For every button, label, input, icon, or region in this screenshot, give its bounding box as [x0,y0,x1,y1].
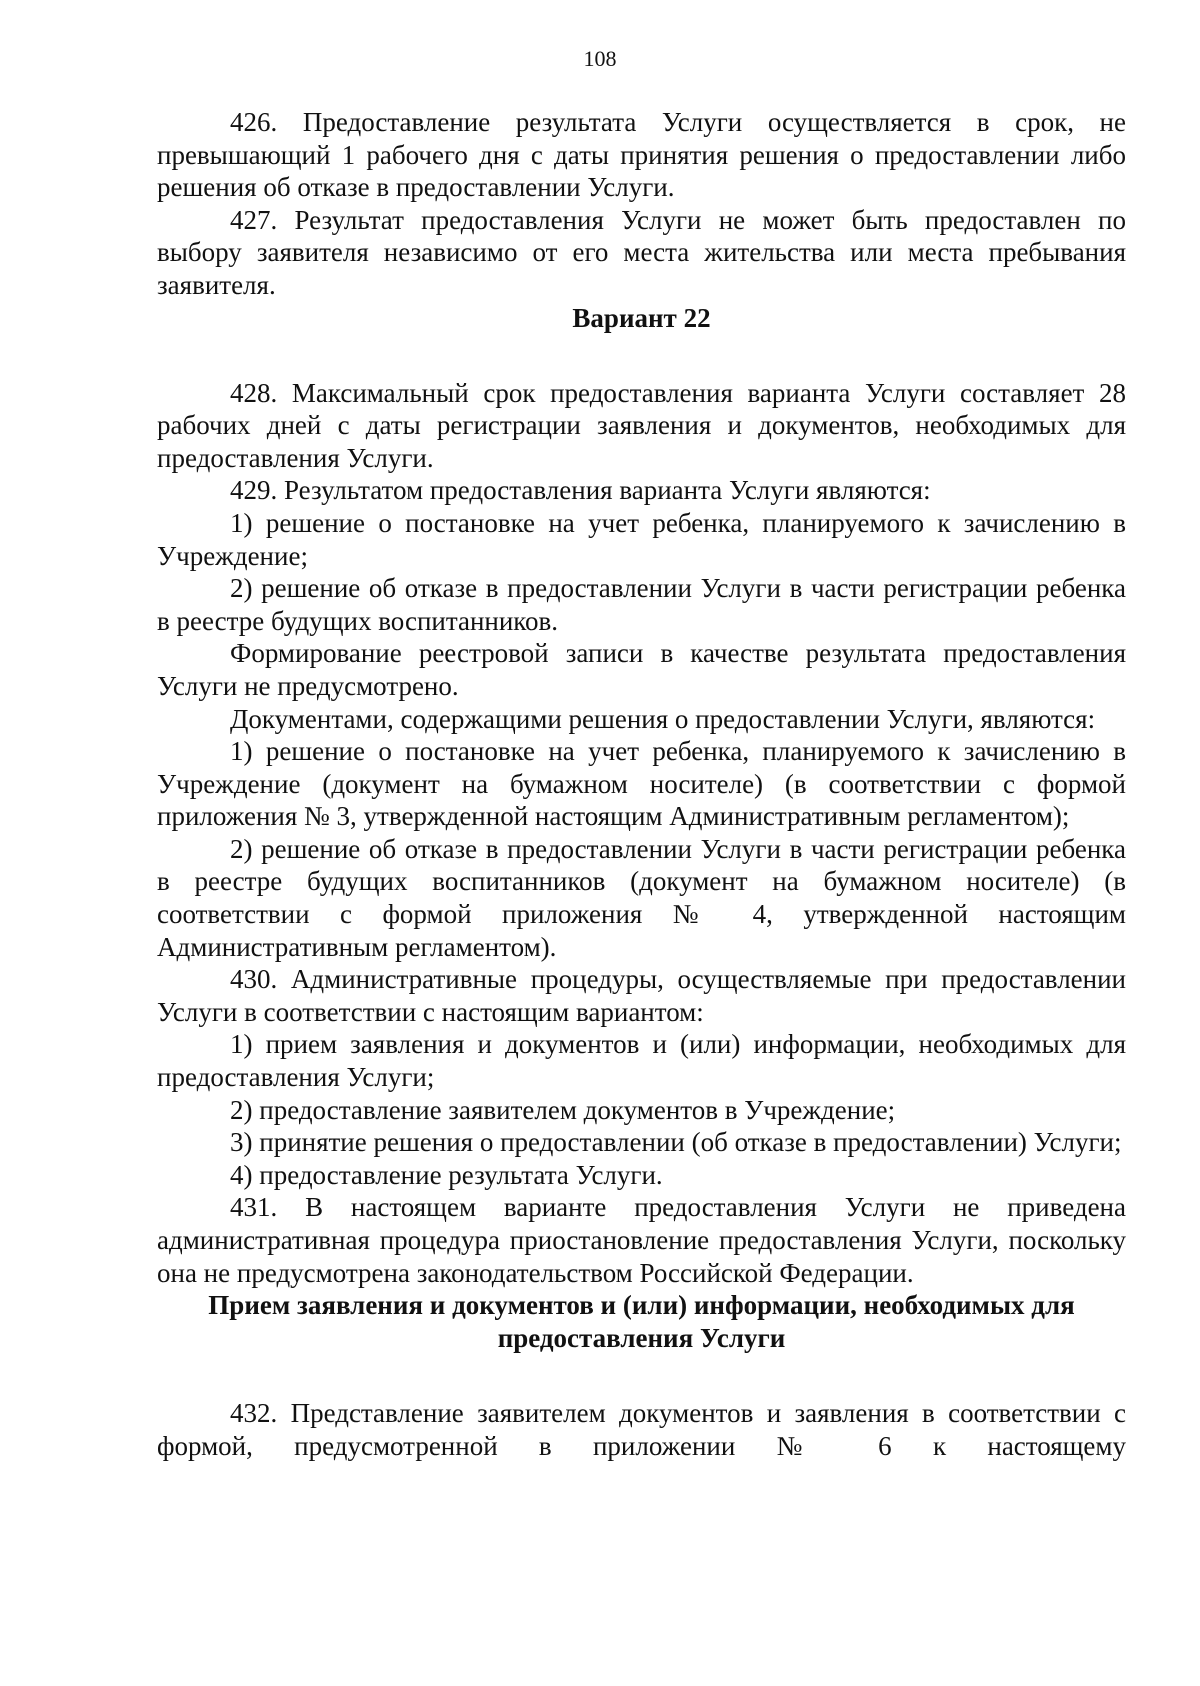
list-item-procedure-2: 2) предоставление заявителем документов в Учреждение; [230,1094,896,1125]
paragraph-429: 429. Результатом предоставления варианта Услуги являются: [230,475,931,506]
section-heading-application-intake [157,1289,1126,1355]
list-item-procedure-1: 1) прием заявления и документов и (или) информации, необходимых для предоставления Услуги; [157,1029,1126,1093]
paragraph-427: 427. Результат предоставления Услуги не может быть предоставлен по выбору заявителя независимо от его места жительства или места пребывания заявителя. [157,204,1126,300]
paragraph-432: 432. Представление заявителем документов и заявления в соответствии с формой, предусмотренной в приложении № 6 к настоящему [157,1398,1126,1461]
heading-line: предоставления Услуги [497,1323,786,1354]
section-heading-variant-22 [157,302,1126,335]
list-item-procedure-4: 4) предоставление результата Услуги. [230,1159,663,1190]
list-item-document-2: 2) решение об отказе в предоставлении Услуги в части регистрации ребенка в реестре будущих воспитанников (документ на бумажном носителе) (в соответствии с формой приложения № 4, утвержденной настоящим Административным регламентом). [157,833,1126,962]
list-item-document-1: 1) решение о постановке на учет ребенка, планируемого к зачислению в Учреждение (документ на бумажном носителе) (в соответствии с формой приложения № 3, утвержденной настоящим Административным регламентом); [157,736,1126,832]
paragraph-decision-documents: Документами, содержащими решения о предоставлении Услуги, являются: [230,703,1096,734]
paragraph-426: 426. Предоставление результата Услуги осуществляется в срок, не превышающий 1 рабочего дня с даты принятия решения о предоставлении либо решения об отказе в предоставлении Услуги. [157,107,1126,203]
document-body [157,106,1126,1462]
paragraph-428: 428. Максимальный срок предоставления варианта Услуги составляет 28 рабочих дней с даты регистрации заявления и документов, необходимых для предоставления Услуги. [157,377,1126,473]
list-item-result-2: 2) решение об отказе в предоставлении Услуги в части регистрации ребенка в реестре будущих воспитанников. [157,573,1126,636]
paragraph-registry-record: Формирование реестровой записи в качестве результата предоставления Услуги не предусмотрено. [157,638,1126,701]
heading-line: Прием заявления и документов и (или) информации, необходимых для [208,1290,1075,1321]
paragraph-431: 431. В настоящем варианте предоставления Услуги не приведена административная процедура приостановление предоставления Услуги, поскольку она не предусмотрена законодательством Российской Федерации. [157,1192,1126,1288]
heading-line: Вариант 22 [572,302,711,333]
list-item-result-1: 1) решение о постановке на учет ребенка, планируемого к зачислению в Учреждение; [157,507,1126,571]
page-number: 108 [583,46,617,71]
list-item-procedure-3: 3) принятие решения о предоставлении (об отказе в предоставлении) Услуги; [230,1127,1122,1158]
paragraph-430: 430. Административные процедуры, осуществляемые при предоставлении Услуги в соответствии с настоящим вариантом: [157,964,1126,1027]
